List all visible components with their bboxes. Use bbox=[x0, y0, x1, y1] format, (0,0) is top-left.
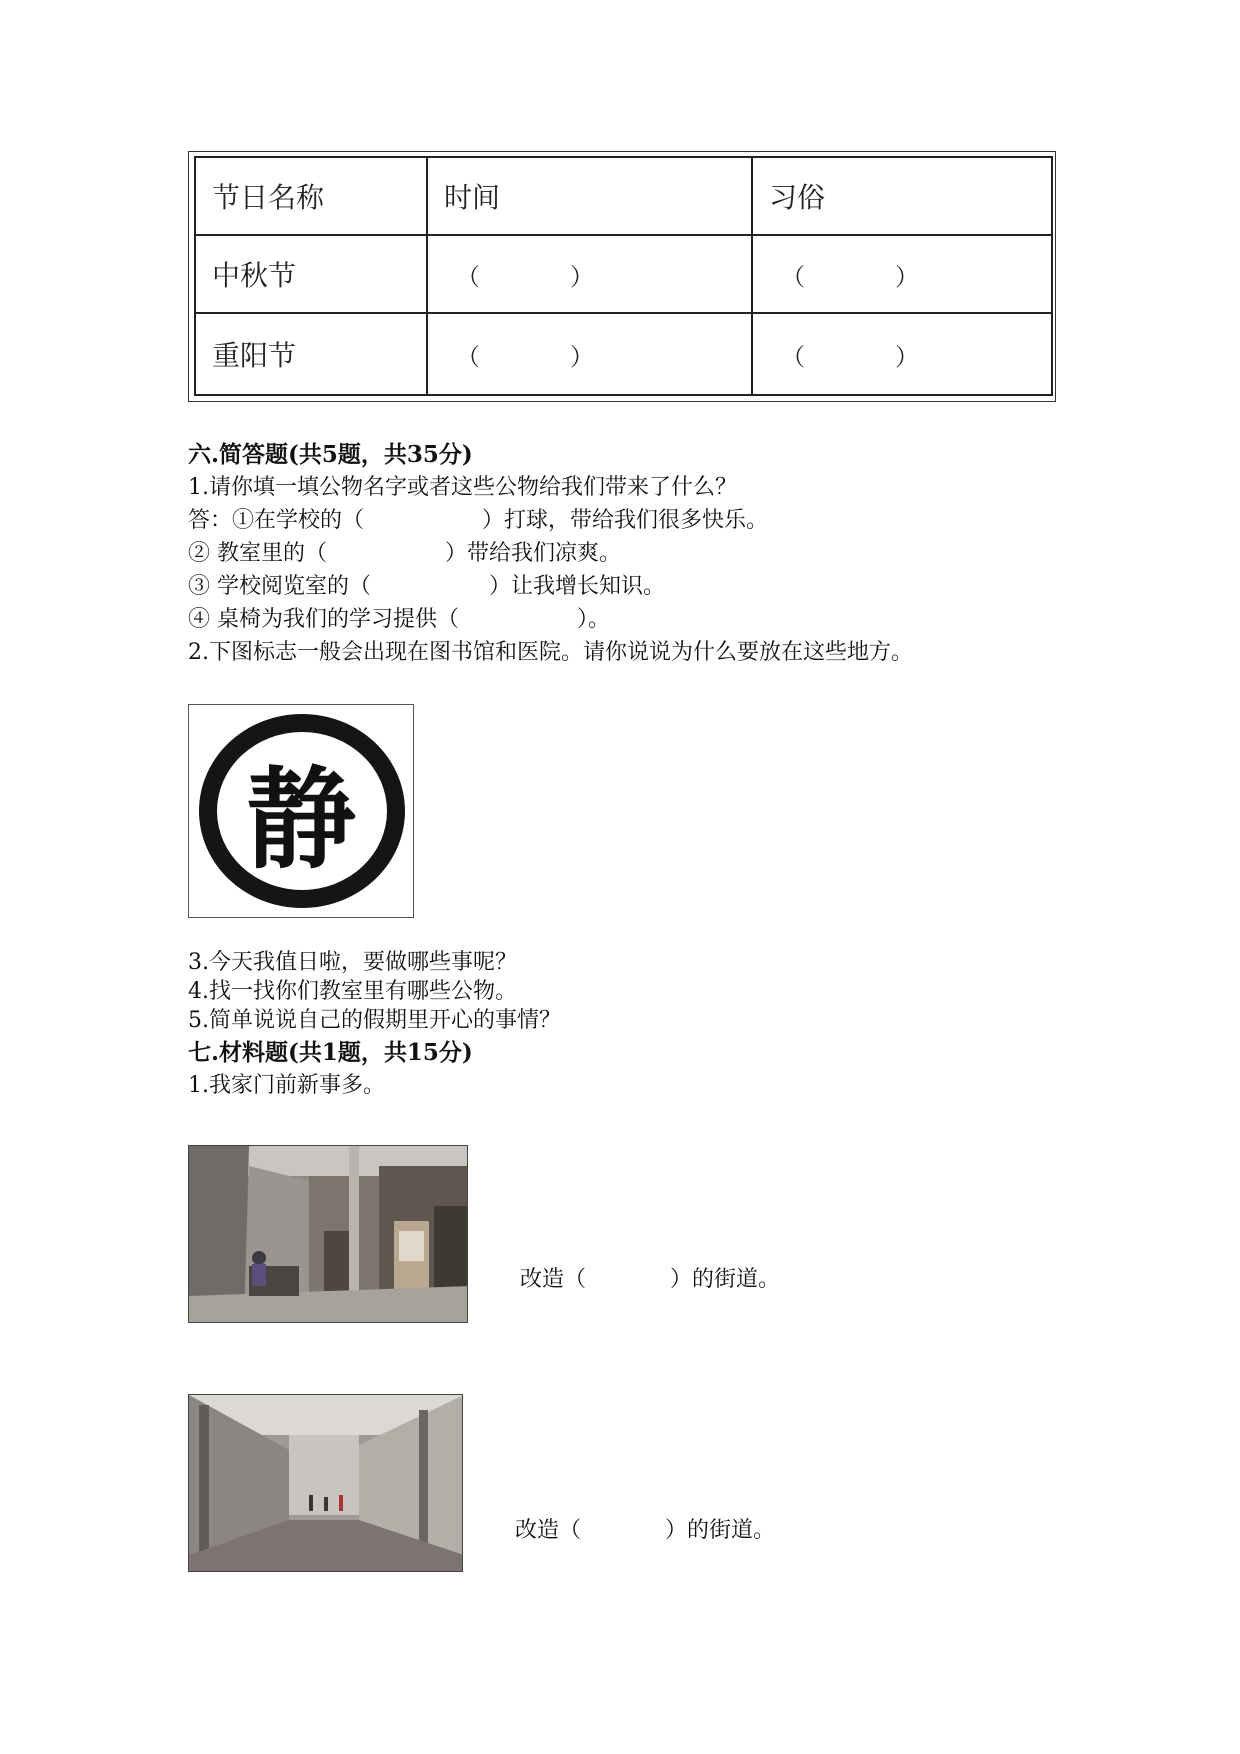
table-row bbox=[195, 313, 1052, 395]
answer-4: ④ 桌椅为我们的学习提供（ ）。 bbox=[188, 607, 611, 632]
question-4: 4.找一找你们教室里有哪些公物。 bbox=[188, 979, 517, 1004]
header-festival-name: 节日名称 bbox=[195, 157, 427, 235]
quiet-sign-char: 静 bbox=[246, 756, 356, 884]
question-2: 2.下图标志一般会出现在图书馆和医院。请你说说为什么要放在这些地方。 bbox=[188, 640, 913, 665]
answer-2: ② 教室里的（ ）带给我们凉爽。 bbox=[188, 541, 622, 566]
table-row bbox=[195, 235, 1052, 313]
festival-table bbox=[194, 156, 1053, 396]
custom-blank[interactable]: （ ） bbox=[752, 313, 1052, 395]
answer-1: 答：①在学校的（ ）打球，带给我们很多快乐。 bbox=[188, 508, 769, 533]
festival-name-cell: 重阳节 bbox=[195, 313, 427, 395]
question-5: 5.简单说说自己的假期里开心的事情？ bbox=[188, 1008, 561, 1033]
header-custom: 习俗 bbox=[752, 157, 1052, 235]
festival-name-cell: 中秋节 bbox=[195, 235, 427, 313]
time-blank[interactable]: （ ） bbox=[427, 235, 752, 313]
new-street-photo bbox=[188, 1394, 463, 1572]
header-time: 时间 bbox=[427, 157, 752, 235]
photo-1-caption: 改造（ ）的街道。 bbox=[520, 1267, 781, 1292]
table-header-row bbox=[195, 157, 1052, 235]
material-question-1: 1.我家门前新事多。 bbox=[188, 1073, 385, 1098]
question-3: 3.今天我值日啦，要做哪些事呢？ bbox=[188, 950, 517, 975]
answer-3: ③ 学校阅览室的（ ）让我增长知识。 bbox=[188, 574, 666, 599]
time-blank[interactable]: （ ） bbox=[427, 313, 752, 395]
section7-heading: 七.材料题(共1题，共15分) bbox=[188, 1039, 473, 1066]
section6-heading: 六.简答题(共5题，共35分) bbox=[188, 441, 473, 468]
quiet-sign-image bbox=[188, 704, 414, 918]
photo-2-caption: 改造（ ）的街道。 bbox=[515, 1518, 776, 1543]
old-street-photo bbox=[188, 1145, 468, 1323]
question-1: 1.请你填一填公物名字或者这些公物给我们带来了什么？ bbox=[188, 475, 737, 500]
custom-blank[interactable]: （ ） bbox=[752, 235, 1052, 313]
